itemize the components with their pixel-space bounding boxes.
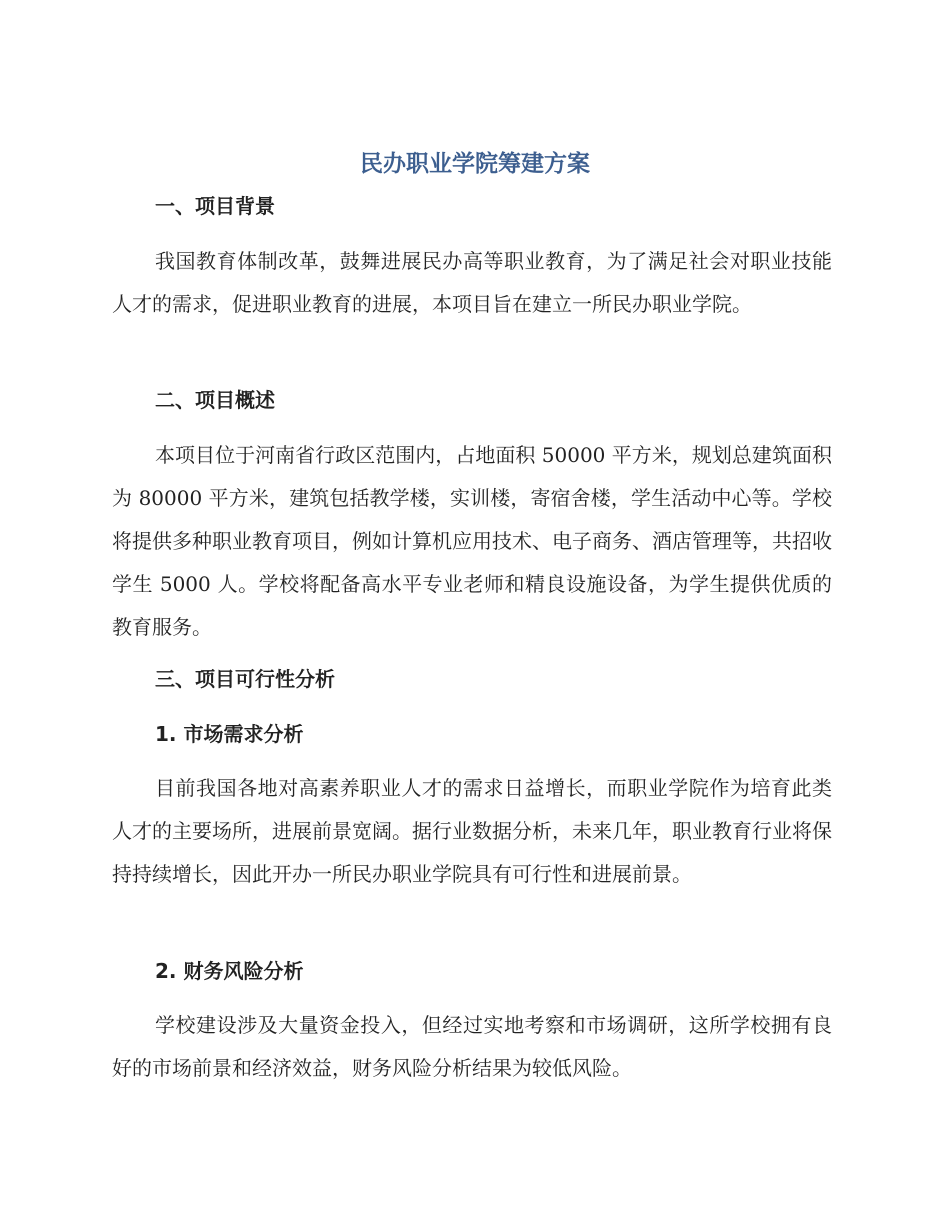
section-heading-background: 一、项目背景: [155, 194, 275, 218]
section-heading-overview: 二、项目概述: [155, 388, 275, 412]
document-title: 民办职业学院筹建方案: [360, 151, 590, 177]
subsection-heading-market: 1. 市场需求分析: [155, 722, 304, 746]
section-heading-feasibility: 三、项目可行性分析: [155, 667, 335, 691]
paragraph-finance: 学校建设涉及大量资金投入，但经过实地考察和市场调研，这所学校拥有良好的市场前景和经济效益，财务风险分析结果为较低风险。: [112, 1013, 832, 1080]
paragraph-background: 我国教育体制改革，鼓舞进展民办高等职业教育，为了满足社会对职业技能人才的需求，促进职业教育的进展，本项目旨在建立一所民办职业学院。: [112, 249, 832, 316]
subsection-heading-finance: 2. 财务风险分析: [155, 959, 304, 983]
paragraph-market: 目前我国各地对高素养职业人才的需求日益增长，而职业学院作为培育此类人才的主要场所，进展前景宽阔。据行业数据分析，未来几年，职业教育行业将保持持续增长，因此开办一所民办职业学院具有可行性和进展前景。: [112, 776, 832, 886]
paragraph-overview: 本项目位于河南省行政区范围内，占地面积 50000 平方米，规划总建筑面积为 80000 平方米，建筑包括教学楼，实训楼，寄宿舍楼，学生活动中心等。学校将提供多种职业教育项目，例如计算机应用技术、电子商务、酒店管理等，共招收学生 5000 人。学校将配备高水平专业老师和精良设施设备，为学生提供优质的教育服务。: [112, 443, 832, 639]
